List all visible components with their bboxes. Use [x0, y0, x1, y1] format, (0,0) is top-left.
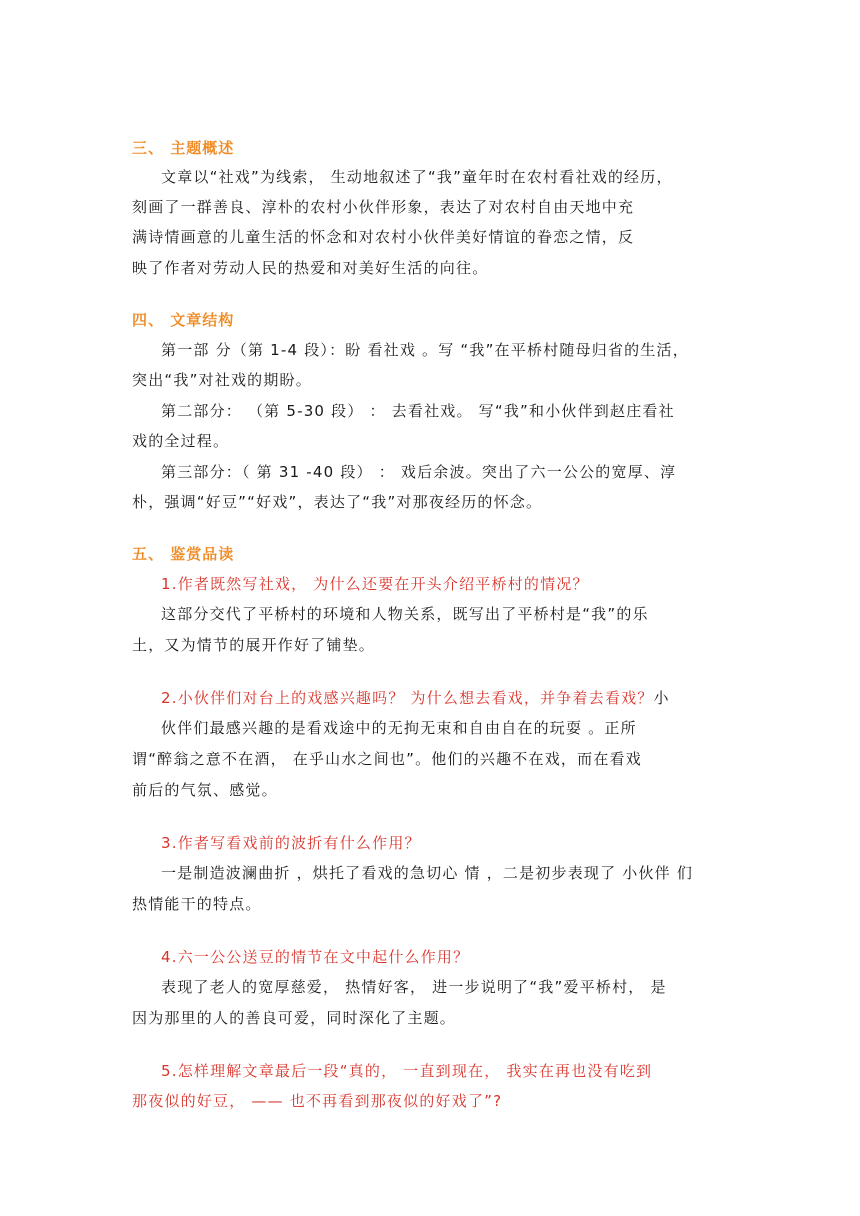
paragraph-line: 第三部分：（ 第 31 -40 段） ： 戏后余波。突出了六一公公的宽厚、淳	[161, 463, 677, 481]
paragraph-line: 朴，强调“好豆”“好戏”，表达了“我”对那夜经历的怀念。	[132, 493, 543, 511]
answer-line: 伙伴们最感兴趣的是看戏途中的无拘无束和自由自在的玩耍 。正所	[161, 719, 637, 737]
question-2-line	[161, 688, 670, 708]
section-heading-theme: 三、 主题概述	[132, 139, 235, 157]
question-1: 1.作者既然写社戏， 为什么还要在开头介绍平桥村的情况？	[161, 575, 589, 593]
paragraph-line: 第一部 分（第 1-4 段）：盼 看社戏 。写 “我”在平桥村随母归省的生活，	[161, 341, 689, 359]
question-5: 5.怎样理解文章最后一段“真的， 一直到现在， 我实在再也没有吃到	[161, 1062, 653, 1080]
answer-line: 土，又为情节的展开作好了铺垫。	[132, 636, 376, 654]
paragraph-line: 第二部分： （第 5-30 段） ： 去看社戏。 写“我”和小伙伴到赵庄看社	[161, 402, 675, 420]
paragraph-line: 戏的全过程。	[132, 432, 230, 450]
answer-line: 一是制造波澜曲折 ，烘托了看戏的急切心 情 ，二是初步表现了 小伙伴 们	[161, 864, 694, 882]
answer-line: 表现了老人的宽厚慈爱， 热情好客， 进一步说明了“我”爱平桥村， 是	[161, 978, 667, 996]
question-5-cont: 那夜似的好豆， —— 也不再看到那夜似的好戏了”?	[132, 1092, 503, 1110]
paragraph-line: 文章以“社戏”为线索， 生动地叙述了“我”童年时在农村看社戏的经历，	[161, 168, 673, 186]
answer-line: 这部分交代了平桥村的环境和人物关系，既写出了平桥村是“我”的乐	[161, 605, 649, 623]
paragraph-line: 满诗情画意的儿童生活的怀念和对农村小伙伴美好情谊的眷恋之情，反	[132, 228, 635, 246]
answer-line: 前后的气氛、感觉。	[132, 781, 278, 799]
paragraph-line: 映了作者对劳动人民的热爱和对美好生活的向往。	[132, 259, 489, 277]
section-heading-structure: 四、 文章结构	[132, 311, 235, 329]
section-heading-appreciation: 五、 鉴赏品读	[132, 545, 235, 563]
answer-line: 热情能干的特点。	[132, 895, 262, 913]
question-3: 3.作者写看戏前的波折有什么作用？	[161, 834, 421, 852]
paragraph-line: 突出“我”对社戏的期盼。	[132, 371, 312, 389]
paragraph-line: 刻画了一群善良、淳朴的农村小伙伴形象，表达了对农村自由天地中充	[132, 198, 635, 216]
answer-line: 谓“醉翁之意不在酒， 在乎山水之间也”。他们的兴趣不在戏，而在看戏	[132, 750, 642, 768]
answer-line: 因为那里的人的善良可爱，同时深化了主题。	[132, 1009, 457, 1027]
question-2: 2.小伙伴们对台上的戏感兴趣吗？ 为什么想去看戏，并争着去看戏？	[161, 689, 654, 707]
question-4: 4.六一公公送豆的情节在文中起什么作用？	[161, 948, 470, 966]
question-2-tail: 小	[653, 689, 670, 707]
